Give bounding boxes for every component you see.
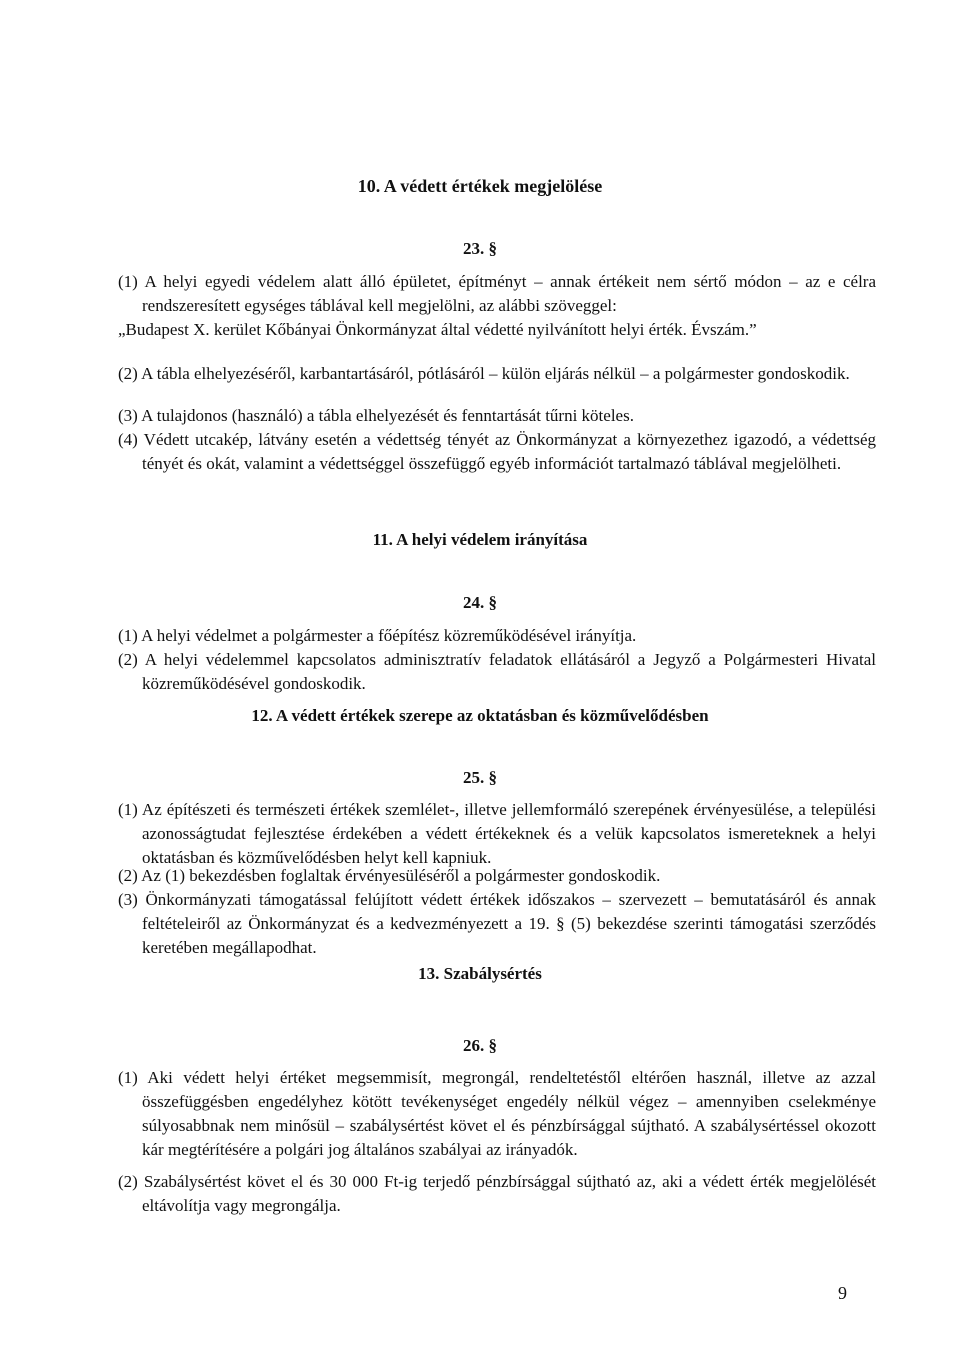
section-number-26: 26. § (463, 1036, 497, 1055)
paragraph-24-1: (1) A helyi védelmet a polgármester a főépítész közreműködésével irányítja. (118, 626, 637, 645)
paragraph-23-3: (3) A tulajdonos (használó) a tábla elhelyezését és fenntartását tűrni köteles. (118, 406, 634, 425)
paragraph-26-2: (2) Szabálysértést követ el és 30 000 Ft-ig terjedő pénzbírsággal sújtható az, aki a védett érték megjelölését eltávolítja vagy megrongálja. (118, 1172, 876, 1215)
paragraph-25-2: (2) Az (1) bekezdésben foglaltak érvényesüléséről a polgármester gondoskodik. (118, 866, 661, 885)
paragraph-25-3: (3) Önkormányzati támogatással felújított védett értékek időszakos – szervezett – bemutatásáról és annak feltételeiről az Önkormányzat és a kedvezményezett a 19. § (5) bekezdése szerinti támogatási szerződés keretében megállapodhat. (118, 890, 876, 957)
section-number-24: 24. § (463, 593, 497, 612)
paragraph-23-1-quote: „Budapest X. kerület Kőbányai Önkormányzat által védetté nyilvánított helyi érték. Évszám.” (118, 320, 757, 339)
paragraph-26-1: (1) Aki védett helyi értéket megsemmisít, megrongál, rendeltetéstől eltérően használ, illetve az azzal összefüggésben engedélyhez kötött tevékenységet engedély nélkül végez – amennyiben cselekménye súlyosabbnak nem minősül – szabálysértést követ el és pénzbírsággal sújtható. A szabálysértéssel okozott kár megtérítésére a polgári jog általános szabályai az irányadók. (118, 1068, 876, 1159)
paragraph-23-1: (1) A helyi egyedi védelem alatt álló épületet, építményt – annak értékeit nem sértő módon – az e célra rendszeresített egységes táblával kell megjelölni, az alábbi szöveggel: (118, 272, 876, 315)
chapter-heading-13: 13. Szabálysértés (418, 964, 542, 983)
chapter-heading-11: 11. A helyi védelem irányítása (372, 530, 588, 549)
section-number-23: 23. § (463, 239, 497, 258)
paragraph-24-2: (2) A helyi védelemmel kapcsolatos adminisztratív feladatok ellátásáról a Jegyző a Polgármesteri Hivatal közreműködésével gondoskodik. (118, 650, 876, 693)
paragraph-23-2: (2) A tábla elhelyezéséről, karbantartásáról, pótlásáról – külön eljárás nélkül – a polgármester gondoskodik. (118, 364, 850, 383)
section-number-25: 25. § (463, 768, 497, 787)
chapter-heading-12: 12. A védett értékek szerepe az oktatásban és közművelődésben (251, 706, 709, 725)
page-number: 9 (838, 1283, 847, 1303)
paragraph-25-1: (1) Az építészeti és természeti értékek szemlélet-, illetve jellemformáló szerepének érvényesülése, a települési azonosságtudat fejlesztése érdekében a védett értékeknek és a velük kapcsolatos ismereteknek a helyi oktatásban és közművelődésben helyt kell kapniuk. (118, 800, 876, 867)
paragraph-23-4: (4) Védett utcakép, látvány esetén a védettség tényét az Önkormányzat a környezethez igazodó, a védettség tényét és okát, valamint a védettséggel összefüggő egyéb információt tartalmazó táblával megjelölheti. (118, 430, 876, 473)
chapter-heading-10: 10. A védett értékek megjelölése (357, 176, 603, 196)
